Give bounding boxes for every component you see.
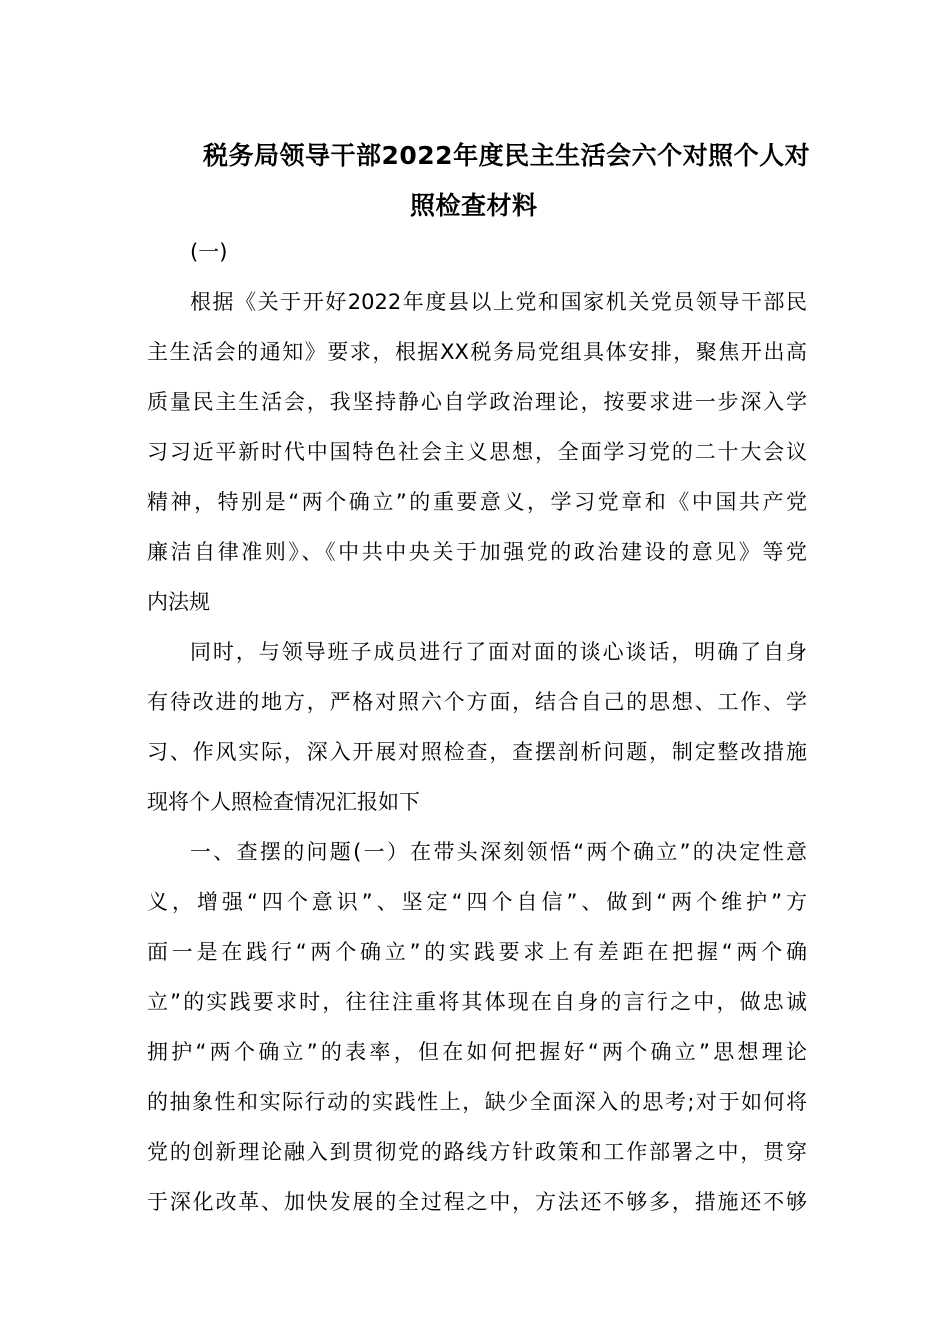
paragraph-3-line-3: 面一是在践行“两个确立”的实践要求上有差距在把握“两个确 — [147, 940, 807, 964]
paragraph-3-line-8: 于深化改革、加快发展的全过程之中，方法还不够多，措施还不够 — [147, 1190, 807, 1214]
paragraph-2-line-4: 现将个人照检查情况汇报如下 — [147, 790, 420, 814]
paragraph-1-line-3: 质量民主生活会，我坚持静心自学政治理论，按要求进一步深入学 — [147, 390, 807, 414]
paragraph-3-line-2: 义，增强“四个意识”、坚定“四个自信”、做到“两个维护”方 — [147, 890, 807, 914]
paragraph-2-line-1: 同时，与领导班子成员进行了面对面的谈心谈话，明确了自身 — [190, 640, 807, 664]
paragraph-3-line-4: 立”的实践要求时，往往注重将其体现在自身的言行之中，做忠诚 — [147, 990, 807, 1014]
paragraph-1-line-7: 内法规 — [147, 590, 210, 614]
paragraph-1-line-2: 主生活会的通知》要求，根据XX税务局党组具体安排，聚焦开出高 — [147, 340, 807, 364]
document-title-line-2: 照检查材料 — [410, 191, 538, 220]
paragraph-1-line-1: 根据《关于开好2022年度县以上党和国家机关党员领导干部民 — [190, 290, 807, 314]
paragraph-3-line-7: 党的创新理论融入到贯彻党的路线方针政策和工作部署之中，贯穿 — [147, 1140, 807, 1164]
section-marker: (一) — [190, 240, 228, 264]
paragraph-2-line-3: 习、作风实际，深入开展对照检查，查摆剖析问题，制定整改措施 — [147, 740, 807, 764]
paragraph-1-line-5: 精神，特别是“两个确立”的重要意义，学习党章和《中国共产党 — [147, 490, 807, 514]
document-title-line-1: 税务局领导干部2022年度民主生活会六个对照个人对 — [203, 141, 811, 170]
paragraph-3-line-5: 拥护“两个确立”的表率，但在如何把握好“两个确立”思想理论 — [147, 1040, 807, 1064]
paragraph-2-line-2: 有待改进的地方，严格对照六个方面，结合自己的思想、工作、学 — [147, 690, 807, 714]
paragraph-1-line-6: 廉洁自律准则》、《中共中央关于加强党的政治建设的意见》等党 — [147, 540, 807, 564]
paragraph-3-line-1: 一、查摆的问题(一）在带头深刻领悟“两个确立”的决定性意 — [190, 840, 807, 864]
paragraph-1-line-4: 习习近平新时代中国特色社会主义思想，全面学习党的二十大会议 — [147, 440, 807, 464]
paragraph-3-line-6: 的抽象性和实际行动的实践性上，缺少全面深入的思考;对于如何将 — [147, 1090, 807, 1114]
